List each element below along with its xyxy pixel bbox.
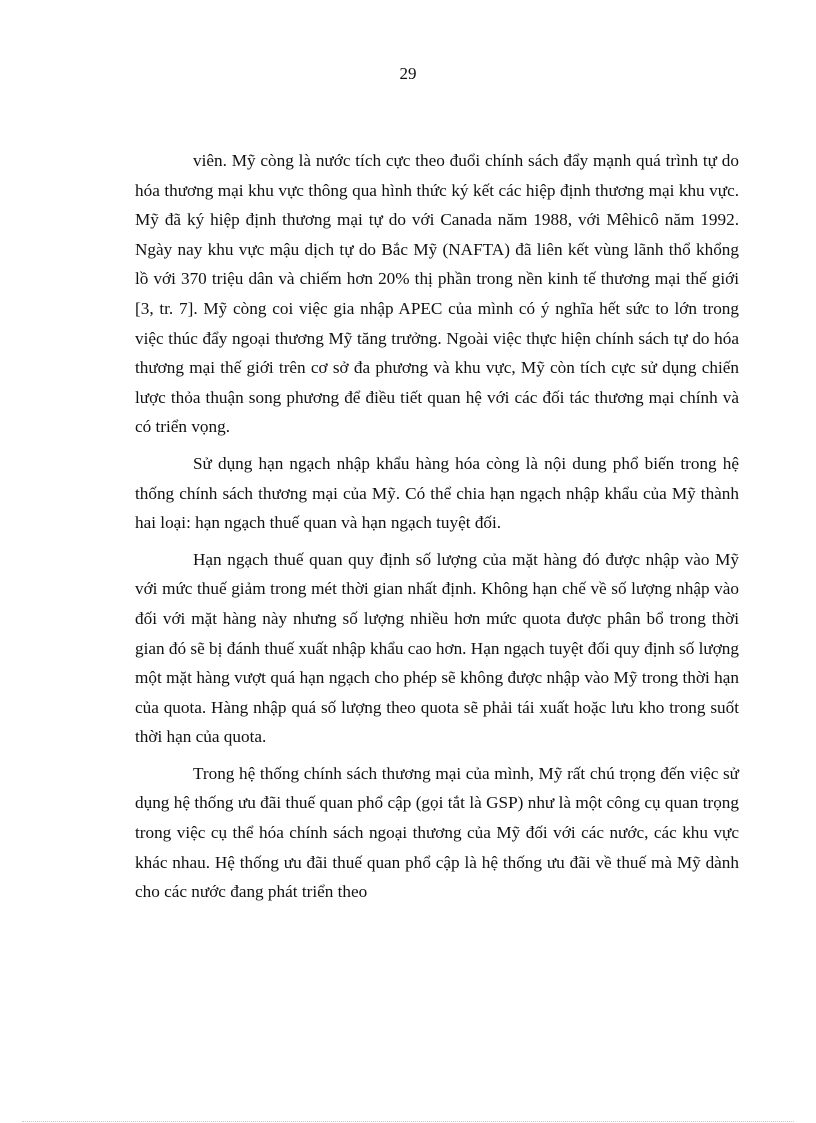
page-bottom-border [22, 1121, 794, 1122]
paragraph: viên. Mỹ còng là nước tích cực theo đuổi chính sách đẩy mạnh quá trình tự do hóa thương mại khu vực thông qua hình thức ký kết các hiệp định thương mại khu vực. Mỹ đã ký hiệp định thương mại tự do với Canada năm 1988, với Mêhicô năm 1992. Ngày nay khu vực mậu dịch tự do Bắc Mỹ (NAFTA) đã liên kết vùng lãnh thổ khổng lồ với 370 triệu dân và chiếm hơn 20% thị phần trong nền kinh tế thương mại thế giới [3, tr. 7]. Mỹ còng coi việc gia nhập APEC của mình có ý nghĩa hết sức to lớn trong việc thúc đẩy ngoại thương Mỹ tăng trưởng. Ngoài việc thực hiện chính sách tự do hóa thương mại thế giới trên cơ sở đa phương và khu vực, Mỹ còn tích cực sử dụng chiến lược thỏa thuận song phương để điều tiết quan hệ với các đối tác thương mại chính và có triển vọng. [135, 151, 739, 437]
page-number: 29 [399, 64, 417, 83]
paragraph: Sử dụng hạn ngạch nhập khẩu hàng hóa còng là nội dung phổ biến trong hệ thống chính sách thương mại của Mỹ. Có thể chia hạn ngạch nhập khẩu của Mỹ thành hai loại: hạn ngạch thuế quan và hạn ngạch tuyệt đối. [135, 453, 739, 533]
paragraph: Hạn ngạch thuế quan quy định số lượng của mặt hàng đó được nhập vào Mỹ với mức thuế giảm trong mét thời gian nhất định. Không hạn chế về số lượng nhập vào đối với mặt hàng này nhưng số lượng nhiều hơn mức quota được phân bổ trong thời gian đó sẽ bị đánh thuế xuất nhập khẩu cao hơn. Hạn ngạch tuyệt đối quy định số lượng một mặt hàng vượt quá hạn ngạch cho phép sẽ không được nhập vào Mỹ trong thời hạn của quota. Hàng nhập quá số lượng theo quota sẽ phải tái xuất hoặc lưu kho trong suốt thời hạn của quota. [135, 549, 739, 747]
paragraph: Trong hệ thống chính sách thương mại của mình, Mỹ rất chú trọng đến việc sử dụng hệ thống ưu đãi thuế quan phổ cập (gọi tắt là GSP) như là một công cụ quan trọng trong việc cụ thể hóa chính sách ngoại thương của Mỹ đối với các nước, các khu vực khác nhau. Hệ thống ưu đãi thuế quan phổ cập là hệ thống ưu đãi về thuế mà Mỹ dành cho các nước đang phát triển theo [135, 763, 739, 902]
document-body [135, 146, 739, 914]
